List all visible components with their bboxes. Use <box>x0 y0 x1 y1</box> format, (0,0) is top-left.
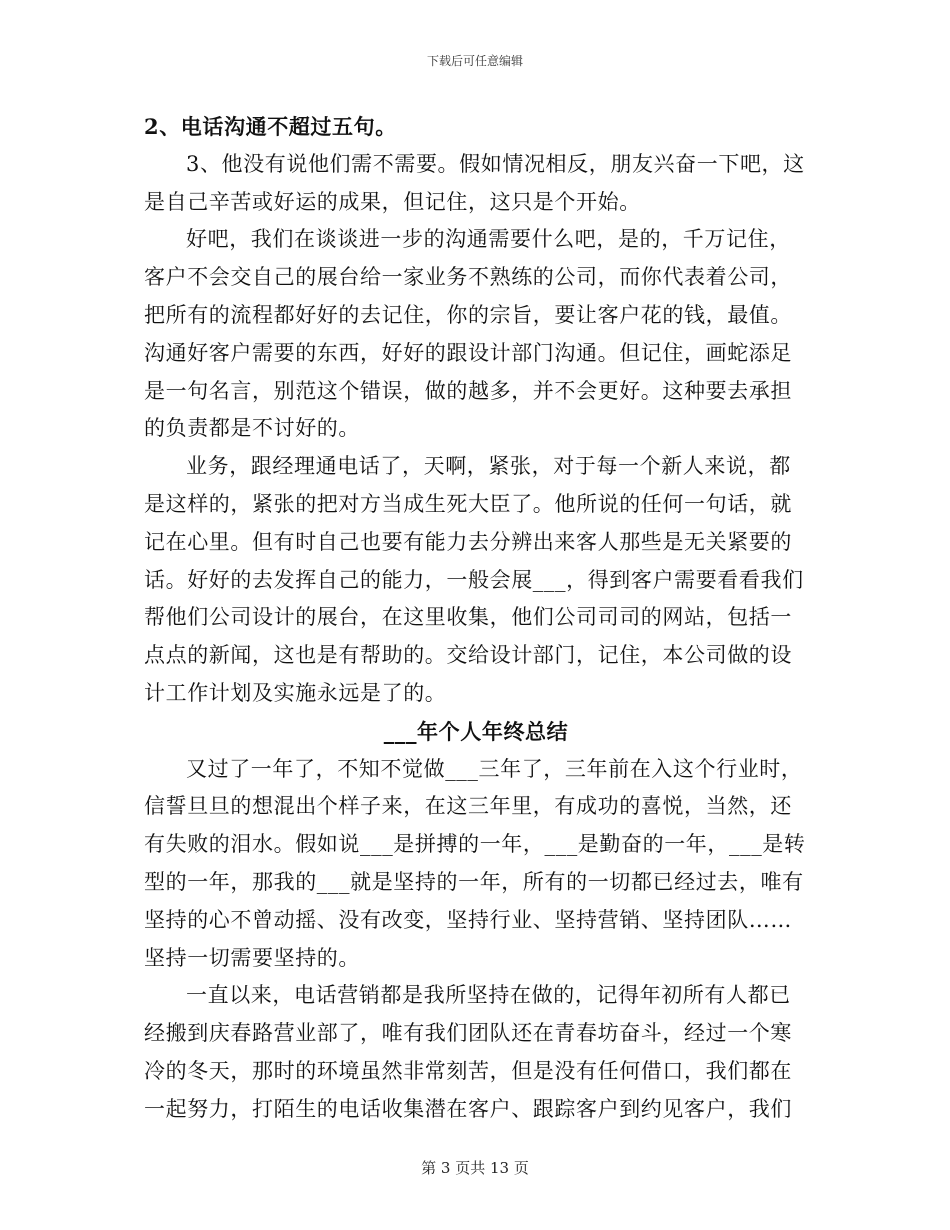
paragraph-line: 一起努力，打陌生的电话收集潜在客户、跟踪客户到约见客户，我们 <box>144 1096 792 1121</box>
paragraph-line: 坚持的心不曾动摇、没有改变，坚持行业、坚持营销、坚持团队…… <box>144 907 792 932</box>
paragraph-line: 3、他没有说他们需不需要。假如情况相反，朋友兴奋一下吧，这 <box>186 151 805 176</box>
paragraph-line: 记在心里。但有时自己也要有能力去分辨出来客人那些是无关紧要的 <box>144 529 792 554</box>
paragraph-line: 是一句名言，别范这个错误，做的越多，并不会更好。这种要去承担 <box>144 378 792 403</box>
paragraph-line: 信誓旦旦的想混出个样子来，在这三年里，有成功的喜悦，当然，还 <box>144 794 792 819</box>
paragraph-line: 客户不会交自己的展台给一家业务不熟练的公司，而你代表着公司， <box>144 265 792 290</box>
paragraph-line: 点点的新闻，这也是有帮助的。交给设计部门，记住，本公司做的设 <box>144 643 792 668</box>
paragraph-line: 好吧，我们在谈谈进一步的沟通需要什么吧，是的，千万记住， <box>186 227 791 252</box>
paragraph-line: 又过了一年了，不知不觉做___三年了，三年前在入这个行业时， <box>186 756 803 781</box>
paragraph-line: 业务，跟经理通电话了，天啊，紧张，对于每一个新人来说，都 <box>186 454 791 479</box>
paragraph-line: 计工作计划及实施永远是了的。 <box>144 680 447 705</box>
paragraph-line: 把所有的流程都好好的去记住，你的宗旨，要让客户花的钱，最值。 <box>144 302 792 327</box>
section-title: ___年个人年终总结 <box>383 718 569 744</box>
paragraph-line: 沟通好客户需要的东西，好好的跟设计部门沟通。但记住，画蛇添足 <box>144 340 792 365</box>
paragraph-line: 的负责都是不讨好的。 <box>144 416 360 441</box>
paragraph-line: 是自己辛苦或好运的成果，但记住，这只是个开始。 <box>144 189 641 214</box>
paragraph-line: 有失败的泪水。假如说___是拼搏的一年，___是勤奋的一年，___是转 <box>144 832 806 857</box>
paragraph-line: 坚持一切需要坚持的。 <box>144 945 360 970</box>
paragraph-line: 2、电话沟通不超过五句。 <box>144 114 397 139</box>
paragraph-line: 型的一年，那我的___就是坚持的一年，所有的一切都已经过去，唯有 <box>144 869 804 894</box>
paragraph-line: 是这样的，紧张的把对方当成生死大臣了。他所说的任何一句话，就 <box>144 491 792 516</box>
paragraph-line: 经搬到庆春路营业部了，唯有我们团队还在青春坊奋斗，经过一个寒 <box>144 1021 792 1046</box>
document-body <box>144 108 808 1129</box>
paragraph-line: 话。好好的去发挥自己的能力，一般会展___，得到客户需要看看我们 <box>144 567 804 592</box>
page-header: 下载后可任意编辑 <box>426 54 523 68</box>
paragraph-line: 帮他们公司设计的展台，在这里收集，他们公司司司的网站，包括一 <box>144 605 792 630</box>
paragraph-line: 一直以来，电话营销都是我所坚持在做的，记得年初所有人都已 <box>186 983 791 1008</box>
paragraph-line: 冷的冬天，那时的环境虽然非常刻苦，但是没有任何借口，我们都在 <box>144 1058 792 1083</box>
page-footer: 第 3 页共 13 页 <box>421 1159 529 1177</box>
